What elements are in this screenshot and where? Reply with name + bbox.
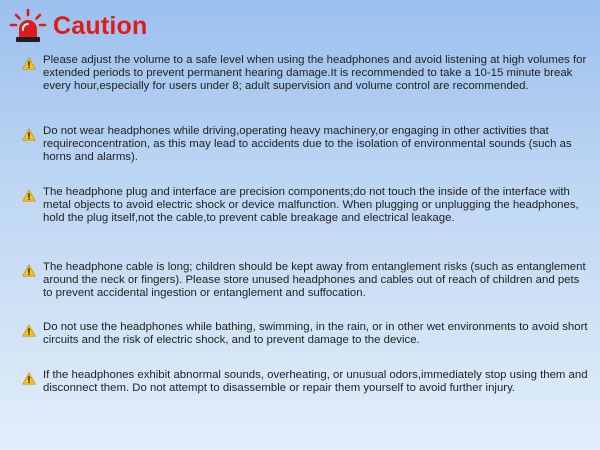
caution-item-plug [22,186,588,225]
page-title: Caution [53,11,148,40]
caution-item-abnormal [22,369,588,395]
warning-triangle-icon [22,264,36,277]
warning-triangle-icon [22,372,36,385]
caution-text: Do not wear headphones while driving,operating heavy machinery,or engaging in other activities that requireconcentration, as this may lead to accidents due to the isolation of environmental sounds (such as horns and alarms). [43,125,572,163]
warning-triangle-icon [22,57,36,70]
caution-item-driving [22,125,588,164]
warning-triangle-icon [22,189,36,202]
caution-item-cable [22,261,588,300]
caution-text: The headphone cable is long; children should be kept away from entanglement risks (such as entanglement around the neck or fingers). Please store unused headphones and cables out of reach of children and pets to prevent accidental ingestion or entanglement and suffocation. [43,261,586,299]
warning-triangle-icon [22,324,36,337]
caution-item-volume [22,54,588,93]
caution-text: Please adjust the volume to a safe level when using the headphones and avoid listening at high volumes for extended periods to prevent permanent hearing damage.It is recommended to take a 10-15 minute break every hour,especially for users under 8; adult supervision and volume control are recommended. [43,54,587,92]
warning-triangle-icon [22,128,36,141]
caution-text: Do not use the headphones while bathing, swimming, in the rain, or in other wet environments to avoid short circuits and the risk of electric shock, and to prevent damage to the device. [43,321,588,346]
caution-text: The headphone plug and interface are precision components;do not touch the inside of the interface with metal objects to avoid electric shock or device malfunction. When plugging or unplugging the headphones, hold the plug itself,not the cable,to prevent cable breakage and electrical leakage. [43,186,579,224]
caution-item-wet [22,321,588,347]
caution-text: If the headphones exhibit abnormal sounds, overheating, or unusual odors,immediately stop using them and disconnect them. Do not attempt to disassemble or repair them yourself to avoid further injury. [43,369,588,394]
